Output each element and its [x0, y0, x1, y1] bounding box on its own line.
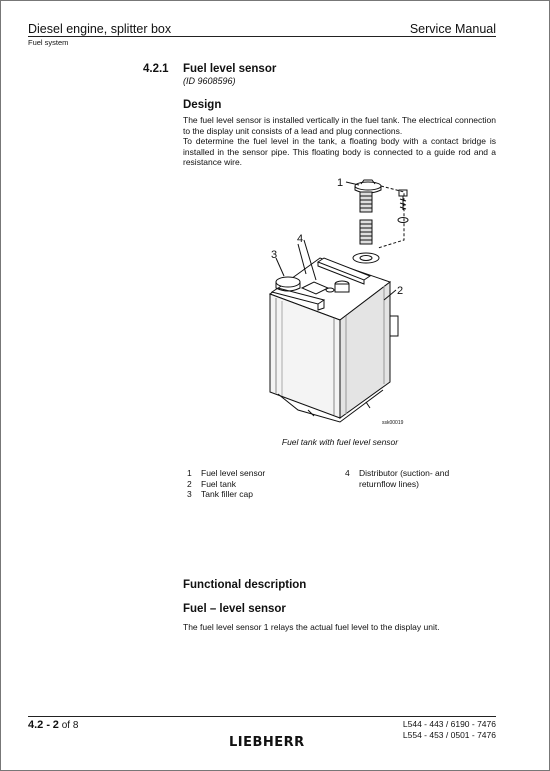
functional-text: The fuel level sensor 1 relays the actual fuel level to the display unit.: [183, 622, 440, 632]
header-divider: [28, 36, 496, 37]
footer-models: [403, 719, 496, 741]
design-heading: Design: [183, 99, 222, 111]
legend-item: [187, 468, 265, 479]
fuel-tank-illustration: [258, 170, 428, 432]
header-document-title: Diesel engine, splitter box: [28, 22, 172, 36]
legend-label-continued: returnflow lines): [359, 478, 419, 489]
legend-label: Tank filler cap: [201, 489, 253, 499]
callout-4: 4: [297, 233, 304, 245]
legend-right: [345, 468, 449, 489]
header-subtitle: Fuel system: [28, 38, 69, 47]
section-id: (ID 9608596): [183, 76, 236, 86]
callout-1: 1: [337, 177, 344, 189]
footer-divider: [28, 716, 496, 717]
footer-section: 4.2 -: [28, 719, 51, 731]
legend-item: [345, 479, 449, 490]
section-title: Fuel level sensor: [183, 63, 277, 75]
legend-number: 1: [187, 468, 192, 478]
legend-number: 4: [345, 468, 350, 478]
liebherr-logo: LIEBHERR: [229, 735, 305, 750]
design-paragraph-1: The fuel level sensor is installed vertically in the fuel tank. The electrical connection to the display unit consists of a lead and plug connections.: [183, 115, 496, 136]
legend-label: Fuel level sensor: [201, 468, 266, 478]
functional-heading: Functional description: [183, 579, 307, 591]
footer-model-1: L544 - 443 / 6190 - 7476: [402, 719, 496, 729]
legend-left: [187, 468, 265, 500]
callout-3: 3: [271, 249, 278, 261]
footer-page-number: [28, 719, 78, 731]
legend-label: Fuel tank: [201, 478, 236, 489]
design-paragraph-2: To determine the fuel level in the tank, a floating body with a contact bridge is installed in the sensor pipe. This floating body is connected to a guide rod and a resistance wire.: [183, 136, 496, 167]
figure-code: ssk00019: [382, 420, 404, 426]
footer-model-2: L554 - 453 / 0501 - 7476: [402, 730, 496, 740]
section-number: 4.2.1: [143, 63, 169, 75]
header-manual-title: Service Manual: [409, 22, 496, 36]
legend-label: Distributor (suction- and: [359, 468, 450, 478]
footer-page: 2: [52, 719, 59, 731]
functional-subheading: Fuel – level sensor: [183, 603, 286, 615]
footer-page-total: of 8: [61, 720, 79, 731]
legend-number: 3: [187, 489, 192, 499]
figure-caption: Fuel tank with fuel level sensor: [281, 437, 399, 447]
legend-number: 2: [187, 478, 192, 489]
legend-item: [187, 489, 265, 500]
legend-item: [187, 479, 265, 490]
legend-item: [345, 468, 449, 479]
callout-2: 2: [397, 285, 404, 297]
